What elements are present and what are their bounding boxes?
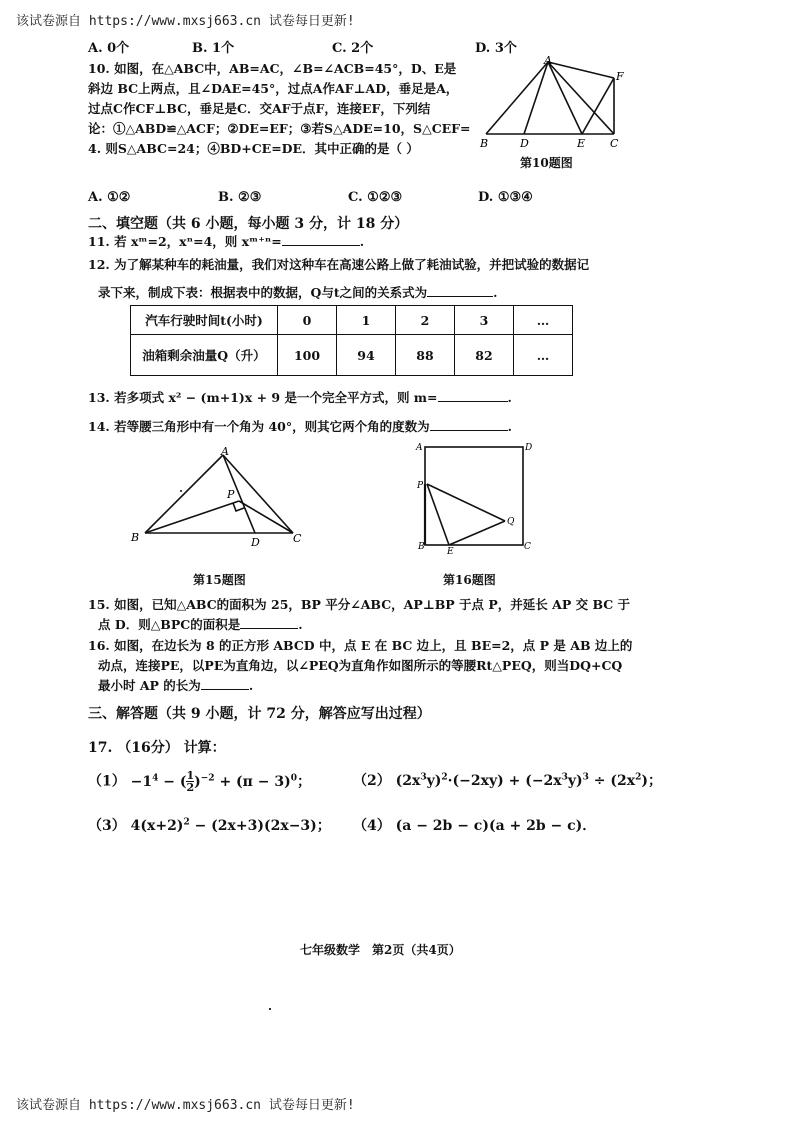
- table-cell: 100: [278, 335, 337, 376]
- q10-option-d: D. ①③④: [478, 190, 533, 205]
- q15-line-1: 15. 如图，已知△ABC的面积为 25，BP 平分∠ABC，AP⊥BP 于点 P，并延长 AP 交 BC 于: [88, 597, 631, 612]
- section-2-heading: 二、填空题（共 6 小题，每小题 3 分，计 18 分）: [88, 216, 409, 232]
- q15-line-2: 点 D．则△BPC的面积是 .: [98, 617, 303, 632]
- fig10-label-b: B: [480, 137, 489, 150]
- q10-line-2: 斜边 BC上两点，且∠DAE=45°，过点A作AF⊥AD，垂足是A，: [88, 81, 459, 96]
- q9-option-b: B. 1个: [192, 41, 235, 56]
- q16-blank: [201, 677, 249, 690]
- figure-16: [412, 440, 537, 555]
- fig15-label-b: B: [131, 531, 140, 544]
- figure-10: [478, 56, 628, 152]
- q17-p2-expression: $(2x^3y)^2\cdot(-2xy) + (-2x^3y)^3 \div (2x^2)$；: [395, 772, 663, 789]
- fig16-label-c: C: [524, 542, 531, 552]
- q12-line-2-text: 录下来，制成下表：根据表中的数据，Q与t之间的关系式为: [98, 285, 428, 300]
- q13: 13. 若多项式 x² − (m+1)x + 9 是一个完全平方式，则 m= .: [88, 390, 512, 405]
- fig15-dot: [180, 490, 182, 492]
- q10-option-b: B. ②③: [218, 190, 262, 205]
- q14: 14. 若等腰三角形中有一个角为 40°，则其它两个角的度数为 .: [88, 419, 512, 434]
- fig10-label-d: D: [520, 137, 529, 150]
- table-cell: 1: [337, 306, 396, 335]
- q17-part-3: [88, 815, 331, 835]
- q9-option-c: C. 2个: [332, 41, 374, 56]
- fig16-label-d: D: [525, 443, 533, 453]
- fig16-label-e: E: [447, 547, 454, 555]
- q17-title: 17. （16分） 计算：: [88, 740, 226, 756]
- q12-blank: [427, 284, 493, 297]
- fig15-label-a: A: [221, 445, 229, 458]
- q9-option-a: A. 0个: [88, 41, 130, 56]
- speck-dot: [269, 1008, 271, 1010]
- q15-blank: [240, 616, 298, 629]
- q10-option-c: C. ①②③: [348, 190, 403, 205]
- section-3-heading: 三、解答题（共 9 小题，计 72 分，解答应写出过程）: [88, 706, 431, 722]
- fig10-label-f: F: [616, 70, 624, 83]
- table-cell: …: [514, 335, 573, 376]
- q17-p1-expression: $-1^4$ − ( $\frac{1}{2}$ )$^{-2} + (\pi - 3)^0$；: [130, 769, 312, 794]
- table-cell: …: [514, 306, 573, 335]
- q17-part-1: [88, 770, 311, 793]
- fig15-caption: 第15题图: [193, 573, 246, 587]
- table-cell: 3: [455, 306, 514, 335]
- q16-line-1: 16. 如图，在边长为 8 的正方形 ABCD 中，点 E 在 BC 边上，且 BE=2，点 P 是 AB 边上的: [88, 638, 633, 653]
- q16-line-3-text: 最小时 AP 的长为: [98, 678, 201, 693]
- table-cell: 82: [455, 335, 514, 376]
- q17-p4-expression: (a − 2b − c)(a + 2b − c)．: [395, 818, 597, 834]
- fig10-label-a: A: [544, 56, 552, 67]
- q17-part-2: [353, 770, 662, 790]
- fig16-caption: 第16题图: [443, 573, 496, 587]
- q17-p3-label: （3）: [88, 818, 126, 834]
- table-cell: 88: [396, 335, 455, 376]
- q14-blank: [430, 418, 508, 431]
- fig10-caption: 第10题图: [520, 156, 573, 170]
- fig10-label-e: E: [577, 137, 586, 150]
- q12-line-2: 录下来，制成下表：根据表中的数据，Q与t之间的关系式为 .: [98, 285, 498, 300]
- q11-text: 11. 若 xᵐ=2，xⁿ=4，则 xᵐ⁺ⁿ=: [88, 234, 282, 249]
- page-footer: 七年级数学 第2页（共4页）: [300, 943, 461, 957]
- q9-option-d: D. 3个: [475, 41, 517, 56]
- q17-part-4: [353, 815, 596, 835]
- q10-line-5: 4. 则S△ABC=24；④BD+CE=DE．其中正确的是（ ）: [88, 141, 419, 156]
- fig16-label-a: A: [416, 443, 423, 453]
- q14-text: 14. 若等腰三角形中有一个角为 40°，则其它两个角的度数为: [88, 419, 430, 434]
- source-watermark-top: 该试卷源自 https://www.mxsj663.cn 试卷每日更新!: [16, 14, 355, 29]
- fig10-label-c: C: [610, 137, 619, 150]
- q11: 11. 若 xᵐ=2，xⁿ=4，则 xᵐ⁺ⁿ= .: [88, 234, 365, 249]
- table-row: [131, 335, 573, 376]
- source-watermark-bottom: 该试卷源自 https://www.mxsj663.cn 试卷每日更新!: [16, 1098, 355, 1113]
- q12-line-1: 12. 为了解某种车的耗油量，我们对这种车在高速公路上做了耗油试验，并把试验的数据记: [88, 257, 590, 272]
- q12-data-table: [130, 305, 573, 376]
- fig16-label-b: B: [418, 542, 425, 552]
- q17-p1-label: （1）: [88, 773, 126, 790]
- q10-line-1: 10. 如图，在△ABC中，AB=AC，∠B=∠ACB=45°，D、E是: [88, 61, 457, 76]
- fig15-label-d: D: [251, 536, 260, 549]
- q10-option-a: A. ①②: [88, 190, 131, 205]
- q16-line-2: 动点，连接PE，以PE为直角边，以∠PEQ为直角作如图所示的等腰Rt△PEQ，则当DQ+CQ: [98, 658, 623, 673]
- table-row: [131, 306, 573, 335]
- table-cell: 2: [396, 306, 455, 335]
- q13-blank: [438, 389, 508, 402]
- q17-p4-label: （4）: [353, 818, 391, 834]
- fig15-label-c: C: [293, 532, 302, 545]
- q17-p3-expression: $4(x+2)^2 - (2x+3)(2x-3)$；: [130, 817, 331, 834]
- table-header-oil: 油箱剩余油量Q（升）: [131, 335, 278, 376]
- q10-line-4: 论：①△ABD≌△ACF；②DE=EF；③若S△ADE=10，S△CEF=: [88, 121, 471, 136]
- q16-line-3: 最小时 AP 的长为 .: [98, 678, 254, 693]
- q11-blank: [282, 233, 360, 246]
- q13-text: 13. 若多项式 x² − (m+1)x + 9 是一个完全平方式，则 m=: [88, 390, 438, 405]
- fig16-label-p: P: [417, 481, 424, 491]
- figure-15: [125, 445, 310, 550]
- table-cell: 94: [337, 335, 396, 376]
- q17-p2-label: （2）: [353, 773, 391, 789]
- fig15-label-p: P: [227, 488, 235, 501]
- table-cell: 0: [278, 306, 337, 335]
- q10-line-3: 过点C作CF⊥BC，垂足是C．交AF于点F，连接EF，下列结: [88, 101, 431, 116]
- fig16-label-q: Q: [507, 517, 515, 527]
- q15-line-2-text: 点 D．则△BPC的面积是: [98, 617, 241, 632]
- table-header-time: 汽车行驶时间t(小时): [131, 306, 278, 335]
